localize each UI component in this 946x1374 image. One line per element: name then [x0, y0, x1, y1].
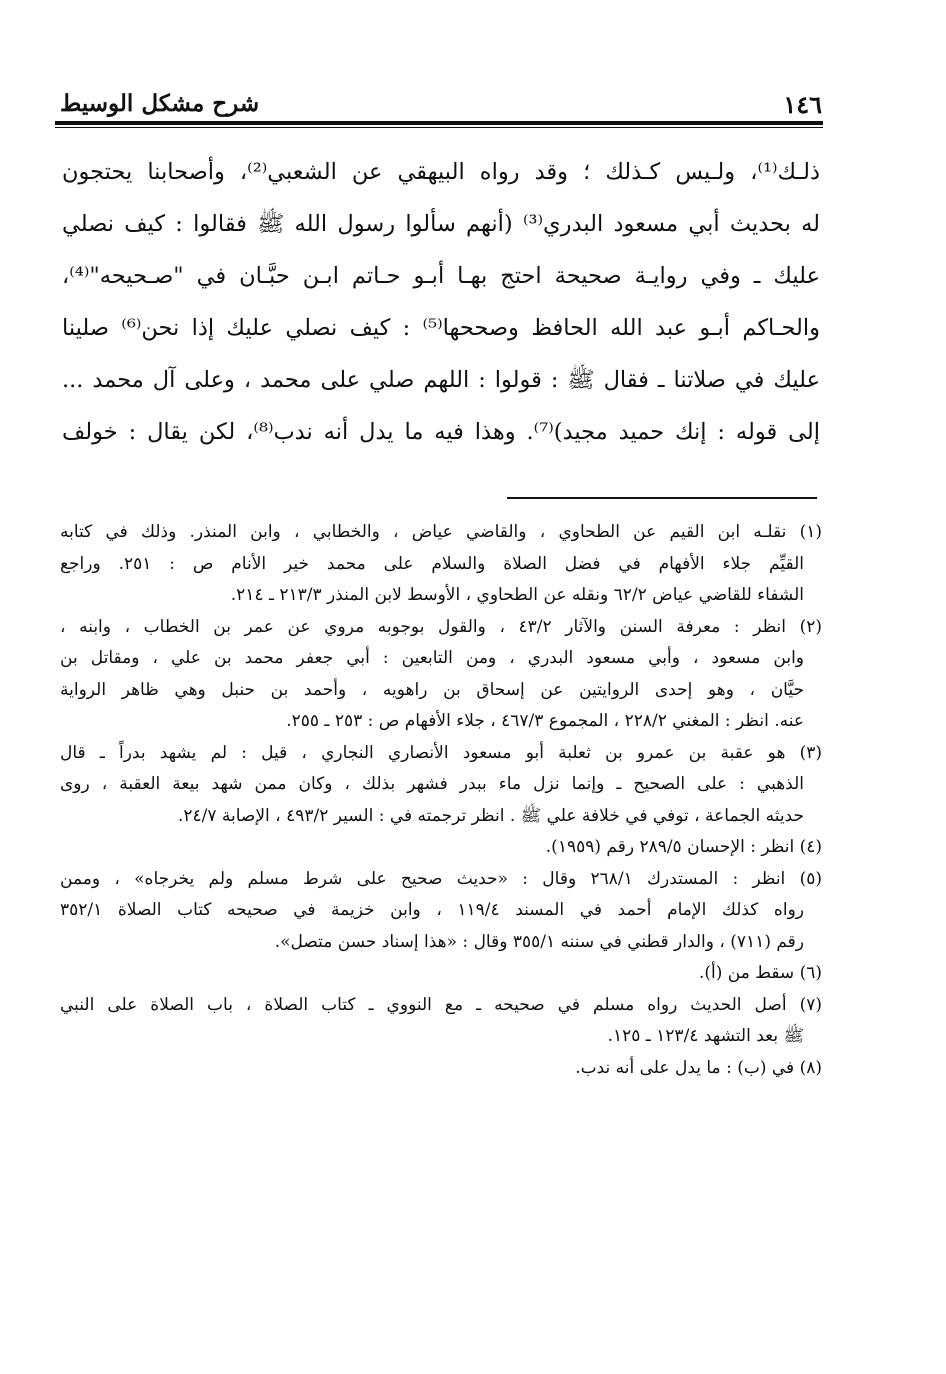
- page-number: ١٤٦: [783, 90, 822, 119]
- footnote-7-line: ﷺ بعد التشهد ١٢٣/٤ ـ ١٢٥.: [607, 1026, 804, 1046]
- footnote-2-line: وابن مسعود ، وأبي مسعود البدري ، ومن التابعين : أبي جعفر محمد بن علي ، ومقاتل بن: [60, 648, 804, 668]
- footnote-8-line: (٨) في (ب) : ما يدل على أنه ندب.: [575, 1057, 822, 1078]
- footnote-1-line: الشفاء للقاضي عياض ٦٢/٢ ونقله عن الطحاوي ، الأوسط لابن المنذر ٢١٣/٣ ـ ٢١٤.: [230, 585, 804, 605]
- book-title: شرح مشكل الوسيط: [60, 90, 260, 117]
- footnote-2-line: عنه. انظر : المغني ٢٢٨/٢ ، المجموع ٤٦٧/٣ ، جلاء الأفهام ص : ٢٥٣ ـ ٢٥٥.: [286, 711, 804, 731]
- main-line: له بحديث أبي مسعود البدري⁽³⁾ (أنهم سألوا رسول الله ﷺ فقالوا : كيف نصلي: [62, 211, 820, 237]
- footnote-3-line: حديثه الجماعة ، توفي في خلافة علي ﷺ . انظر ترجمته في : السير ٤٩٣/٢ ، الإصابة ٢٤/٧.: [177, 805, 804, 826]
- footnote-1-line: القيِّم جلاء الأفهام في فضل الصلاة والسلام على محمد خير الأنام ص : ٢٥١. وراجع: [60, 553, 804, 574]
- footnote-5-line: (٥) انظر : المستدرك ٢٦٨/١ وقال : «حديث صحيح على شرط مسلم ولم يخرجاه» ، وممن: [60, 868, 822, 889]
- footnotes: [60, 517, 822, 1084]
- footnote-6-line: (٦) سقط من (أ).: [698, 963, 822, 983]
- footnote-5-line: رواه كذلك الإمام أحمد في المسند ١١٩/٤ ، وابن خزيمة في صحيحه كتاب الصلاة ٣٥٢/١: [60, 900, 804, 920]
- footnote-7-line: (٧) أصل الحديث رواه مسلم في صحيحه ـ مع النووي ـ كتاب الصلاة ، باب الصلاة على النبي: [60, 994, 822, 1015]
- page-header: [60, 78, 822, 122]
- footnote-3-line: (٣) هو عقبة بن عمرو بن ثعلبة أبو مسعود الأنصاري النجاري ، قيل : لم يشهد بدراً ـ قال: [60, 742, 822, 763]
- footnote-2-line: حيَّان ، وهو إحدى الروايتين عن إسحاق بن راهويه ، وأحمد بن حنبل وهي ظاهر الرواية: [60, 679, 804, 700]
- main-line: ذلـك⁽¹⁾، ولـيس كـذلك ؛ وقد رواه البيهقي عن الشعبي⁽²⁾، وأصحابنا يحتجون: [62, 159, 820, 185]
- main-line: عليك في صلاتنا ـ فقال ﷺ : قولوا : اللهم صلي على محمد ، وعلى آل محمد ...: [62, 367, 820, 393]
- footnote-3-line: الذهبي : على الصحيح ـ وإنما نزل ماء ببدر فشهر بذلك ، وكان ممن شهد بيعة العقبة ، روى: [60, 774, 804, 794]
- footnote-1-line: (١) نقلـه ابن القيم عن الطحاوي ، والقاضي عياض ، والخطابي ، وابن المنذر. وذلك في كتابه: [60, 522, 822, 542]
- main-line: والحـاكم أبـو عبد الله الحافظ وصححها⁽⁵⁾ : كيف نصلي عليك إذا نحن⁽⁶⁾ صلينا: [62, 315, 820, 341]
- footnote-separator: [507, 497, 817, 499]
- footnote-2-line: (٢) انظر : معرفة السنن والآثار ٤٣/٢ ، والقول بوجوبه مروي عن عمر بن الخطاب ، وابنه ،: [60, 616, 822, 637]
- main-line: عليك ـ وفي روايـة صحيحة احتج بهـا أبـو حـاتم ابـن حبَّـان في "صـحيحه"⁽⁴⁾،: [62, 263, 820, 289]
- footnote-4-line: (٤) انظر : الإحسان ٢٨٩/٥ رقم (١٩٥٩).: [545, 837, 822, 857]
- main-text: [62, 146, 820, 458]
- main-line: إلى قوله : إنك حميد مجيد)⁽⁷⁾. وهذا فيه ما يدل أنه ندب⁽⁸⁾، لكن يقال : خولف: [62, 419, 820, 445]
- header-rule: [55, 121, 823, 128]
- footnote-5-line: رقم (٧١١) ، والدار قطني في سننه ٣٥٥/١ وقال : «هذا إسناد حسن متصل».: [274, 931, 804, 952]
